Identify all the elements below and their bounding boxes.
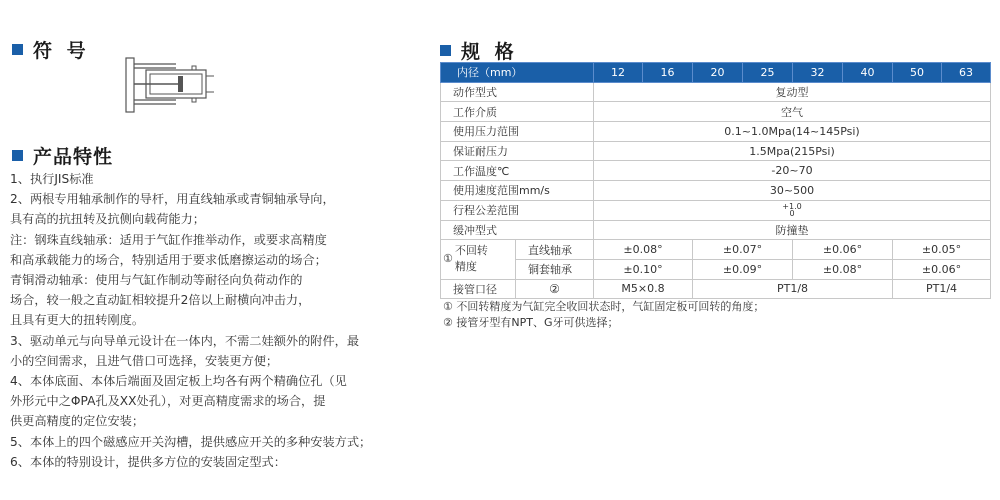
tolerance-lower: 0 — [789, 209, 795, 219]
spec-header-row — [441, 63, 991, 83]
row-label: 直线轴承 — [516, 240, 594, 260]
feature-line: 3、驱动单元与向导单元设计在一体内，不需二娃额外的附件，最 — [10, 333, 360, 348]
rot-label-line: 精度 — [454, 260, 477, 274]
features-section-header — [12, 142, 113, 169]
row-value: 复动型 — [594, 82, 991, 102]
spec-row-proof — [441, 141, 991, 161]
bore-size-cell: 20 — [693, 63, 743, 83]
row-value: 0.1~1.0Mpa(14~145Psi) — [594, 122, 991, 142]
feature-line: 场合，较一般之直动缸相较提升2倍以上耐横向冲击力， — [10, 293, 311, 308]
row-label: 工作介质 — [441, 102, 594, 122]
row-value: 1.5Mpa(215Psi) — [594, 141, 991, 161]
feature-line: 且具有更大的扭转刚度。 — [10, 313, 145, 328]
section-square-icon — [12, 150, 23, 161]
row-label: 使用速度范围mm/s — [441, 181, 594, 201]
row-value: 空气 — [594, 102, 991, 122]
row-value: ±0.09° — [693, 259, 793, 279]
rot-label-line: 不回转 — [454, 244, 488, 258]
feature-line: 6、本体的特别设计，提供多方位的安装固定型式： — [10, 454, 286, 469]
feature-line: 和高承载能力的场合，特别适用于要求低磨擦运动的场合； — [10, 252, 327, 267]
spec-row-speed — [441, 181, 991, 201]
bore-size-cell: 63 — [942, 63, 991, 83]
row-value — [594, 200, 991, 220]
feature-line: 注：钢珠直线轴承：适用于气缸作推举动作，或要求高精度 — [10, 232, 327, 247]
tolerance-upper: +1.0 — [782, 202, 802, 212]
row-label: 缓冲型式 — [441, 220, 594, 240]
spec-section-header — [440, 37, 518, 64]
bore-size-cell: 50 — [893, 63, 942, 83]
spec-row-temp — [441, 161, 991, 181]
feature-line: 5、本体上的四个磁感应开关沟槽，提供感应开关的多种安装方式； — [10, 434, 372, 449]
stroke-tolerance — [782, 203, 801, 217]
spec-row-pressure — [441, 122, 991, 142]
feature-line: 小的空间需求，且进气借口可选择，安装更方便； — [10, 353, 279, 368]
bore-size-cell: 25 — [743, 63, 793, 83]
row-label: 使用压力范围 — [441, 122, 594, 142]
feature-line: 2、两根专用轴承制作的导杆，用直线轴承或青铜轴承导向， — [10, 192, 335, 207]
row-label: 铜套轴承 — [516, 259, 594, 279]
row-value: PT1/8 — [693, 279, 893, 299]
row-value: 30~500 — [594, 181, 991, 201]
rotation-accuracy-label — [441, 240, 516, 279]
row-value: ±0.06° — [893, 259, 991, 279]
spec-table — [440, 62, 991, 299]
symbol-section-title: 符 号 — [33, 40, 90, 62]
bore-size-cell: 12 — [594, 63, 643, 83]
spec-row-port — [441, 279, 991, 299]
feature-line: 青铜滑动轴承：使用与气缸作制动等耐径向负荷动作的 — [10, 273, 303, 288]
row-label: 行程公差范围 — [441, 200, 594, 220]
spec-row-action — [441, 82, 991, 102]
row-value: ±0.06° — [793, 240, 893, 260]
row-label: 工作温度℃ — [441, 161, 594, 181]
row-label: 动作型式 — [441, 82, 594, 102]
symbol-section-header — [12, 36, 90, 63]
features-list — [10, 169, 435, 472]
spec-row-stroke — [441, 200, 991, 220]
spec-row-medium — [441, 102, 991, 122]
feature-line: 1、执行JIS标准 — [10, 172, 94, 186]
row-value: ±0.10° — [594, 259, 693, 279]
row-label: 保证耐压力 — [441, 141, 594, 161]
section-square-icon — [440, 45, 451, 56]
spec-notes — [443, 299, 764, 331]
cylinder-symbol-icon — [120, 56, 220, 116]
row-value: ±0.05° — [893, 240, 991, 260]
spec-row-cushion — [441, 220, 991, 240]
spec-section-title: 规 格 — [461, 41, 518, 63]
bore-size-cell: 40 — [843, 63, 893, 83]
row-value: PT1/4 — [893, 279, 991, 299]
bore-header-label: 内径（mm） — [441, 63, 594, 83]
row-value: ±0.07° — [693, 240, 793, 260]
feature-line: 具有高的抗扭转及抗侧向载荷能力； — [10, 212, 205, 227]
feature-line: 4、本体底面、本体后端面及固定板上均各有两个精确位孔（见 — [10, 374, 347, 389]
spec-row-bronze-bearing — [441, 259, 991, 279]
features-section-title: 产品特性 — [33, 146, 114, 168]
spec-note: ② 接管牙型有NPT、G牙可供选择； — [443, 316, 619, 329]
section-square-icon — [12, 44, 23, 55]
bore-size-cell: 32 — [793, 63, 843, 83]
feature-line: 外形元中之ΦPA孔及XX处孔），对更高精度需求的场合，提 — [10, 394, 326, 409]
row-value: ±0.08° — [793, 259, 893, 279]
note-marker: ② — [516, 279, 594, 299]
bore-size-cell: 16 — [643, 63, 693, 83]
row-value: 防撞垫 — [594, 220, 991, 240]
feature-line: 供更高精度的定位安装； — [10, 414, 145, 429]
row-value: M5×0.8 — [594, 279, 693, 299]
spec-row-linear-bearing — [441, 240, 991, 260]
row-label: 接管口径 — [441, 279, 516, 299]
row-value: ±0.08° — [594, 240, 693, 260]
spec-note: ① 不回转精度为气缸完全收回状态时，气缸固定板可回转的角度； — [443, 300, 765, 313]
row-value: -20~70 — [594, 161, 991, 181]
note-marker: ① — [443, 252, 453, 266]
